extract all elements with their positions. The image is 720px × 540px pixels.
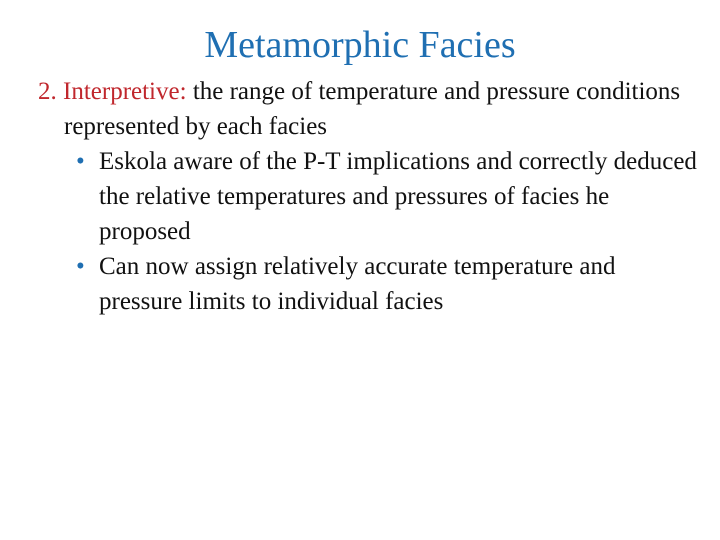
main-point-text: the range of temperature and pressure conditions represented by each facies — [64, 78, 681, 140]
main-point-lead: 2. Interpretive: — [38, 78, 187, 105]
bullet-text: Eskola aware of the P-T implications and correctly deduced the relative temperatures and pressures of facies he proposed — [99, 148, 697, 245]
bullet-icon: • — [76, 148, 85, 175]
bullet-item — [76, 144, 698, 249]
bullet-list — [38, 144, 698, 319]
bullet-item — [76, 249, 698, 319]
slide-title: Metamorphic Facies — [204, 24, 516, 66]
slide-body — [38, 74, 698, 319]
bullet-icon: • — [76, 253, 85, 280]
bullet-text: Can now assign relatively accurate temperature and pressure limits to individual facies — [99, 253, 616, 315]
main-point — [38, 74, 698, 144]
